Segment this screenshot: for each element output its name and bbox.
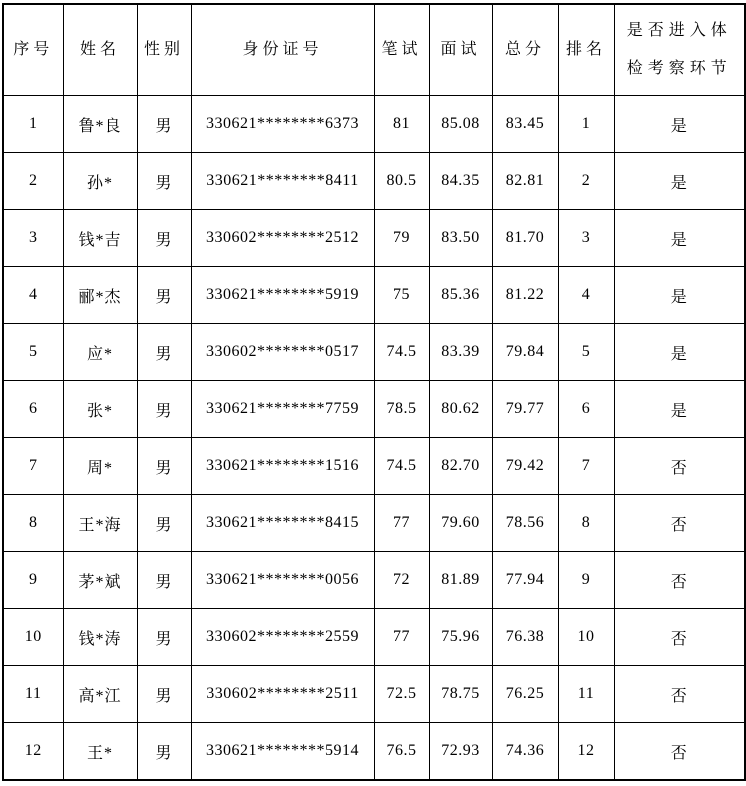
cell-gender: 男 — [137, 210, 191, 267]
cell-name: 王* — [63, 723, 137, 781]
cell-advance-status: 是 — [614, 381, 745, 438]
cell-index: 11 — [3, 666, 63, 723]
cell-rank: 10 — [558, 609, 614, 666]
cell-id-number: 330602********2512 — [191, 210, 374, 267]
header-advance-status-label: 是否进入体检考察环节 — [626, 22, 732, 77]
cell-gender: 男 — [137, 153, 191, 210]
header-index: 序号 — [3, 4, 63, 96]
cell-interview-score: 79.60 — [429, 495, 492, 552]
cell-index: 5 — [3, 324, 63, 381]
cell-advance-status: 是 — [614, 324, 745, 381]
cell-written-score: 72 — [374, 552, 429, 609]
cell-written-score: 74.5 — [374, 324, 429, 381]
cell-interview-score: 72.93 — [429, 723, 492, 781]
cell-interview-score: 80.62 — [429, 381, 492, 438]
cell-interview-score: 85.36 — [429, 267, 492, 324]
cell-written-score: 80.5 — [374, 153, 429, 210]
cell-interview-score: 82.70 — [429, 438, 492, 495]
cell-written-score: 77 — [374, 495, 429, 552]
header-rank: 排名 — [558, 4, 614, 96]
cell-total-score: 81.70 — [492, 210, 558, 267]
cell-rank: 1 — [558, 96, 614, 153]
table-row — [3, 438, 745, 495]
cell-index: 12 — [3, 723, 63, 781]
table-row — [3, 495, 745, 552]
cell-total-score: 78.56 — [492, 495, 558, 552]
cell-total-score: 74.36 — [492, 723, 558, 781]
cell-gender: 男 — [137, 609, 191, 666]
cell-advance-status: 是 — [614, 96, 745, 153]
cell-name: 孙* — [63, 153, 137, 210]
cell-name: 张* — [63, 381, 137, 438]
cell-written-score: 75 — [374, 267, 429, 324]
cell-interview-score: 75.96 — [429, 609, 492, 666]
table-row — [3, 153, 745, 210]
cell-index: 10 — [3, 609, 63, 666]
header-gender: 性别 — [137, 4, 191, 96]
header-name: 姓名 — [63, 4, 137, 96]
cell-gender: 男 — [137, 438, 191, 495]
cell-index: 1 — [3, 96, 63, 153]
cell-rank: 5 — [558, 324, 614, 381]
cell-index: 2 — [3, 153, 63, 210]
cell-id-number: 330621********1516 — [191, 438, 374, 495]
cell-written-score: 79 — [374, 210, 429, 267]
cell-advance-status: 否 — [614, 438, 745, 495]
cell-advance-status: 否 — [614, 666, 745, 723]
cell-total-score: 81.22 — [492, 267, 558, 324]
cell-total-score: 79.42 — [492, 438, 558, 495]
cell-name: 周* — [63, 438, 137, 495]
cell-name: 鲁*良 — [63, 96, 137, 153]
cell-name: 高*江 — [63, 666, 137, 723]
header-written-score: 笔试 — [374, 4, 429, 96]
cell-interview-score: 85.08 — [429, 96, 492, 153]
cell-gender: 男 — [137, 96, 191, 153]
table-row — [3, 381, 745, 438]
cell-gender: 男 — [137, 324, 191, 381]
cell-id-number: 330602********2559 — [191, 609, 374, 666]
cell-total-score: 79.84 — [492, 324, 558, 381]
cell-total-score: 76.25 — [492, 666, 558, 723]
cell-written-score: 81 — [374, 96, 429, 153]
cell-advance-status: 否 — [614, 723, 745, 781]
cell-gender: 男 — [137, 495, 191, 552]
cell-total-score: 82.81 — [492, 153, 558, 210]
cell-interview-score: 81.89 — [429, 552, 492, 609]
cell-index: 6 — [3, 381, 63, 438]
cell-rank: 3 — [558, 210, 614, 267]
table-row — [3, 96, 745, 153]
table-body — [3, 96, 745, 781]
cell-id-number: 330621********5914 — [191, 723, 374, 781]
cell-id-number: 330602********2511 — [191, 666, 374, 723]
cell-interview-score: 78.75 — [429, 666, 492, 723]
cell-total-score: 79.77 — [492, 381, 558, 438]
cell-id-number: 330621********6373 — [191, 96, 374, 153]
cell-interview-score: 84.35 — [429, 153, 492, 210]
table-row — [3, 324, 745, 381]
cell-total-score: 76.38 — [492, 609, 558, 666]
cell-id-number: 330621********8411 — [191, 153, 374, 210]
cell-gender: 男 — [137, 552, 191, 609]
cell-advance-status: 否 — [614, 552, 745, 609]
cell-id-number: 330621********5919 — [191, 267, 374, 324]
header-interview-score: 面试 — [429, 4, 492, 96]
cell-advance-status: 是 — [614, 267, 745, 324]
header-id-number: 身份证号 — [191, 4, 374, 96]
cell-rank: 7 — [558, 438, 614, 495]
cell-rank: 12 — [558, 723, 614, 781]
cell-advance-status: 是 — [614, 153, 745, 210]
header-advance-status — [614, 4, 745, 96]
cell-name: 应* — [63, 324, 137, 381]
cell-rank: 8 — [558, 495, 614, 552]
cell-rank: 6 — [558, 381, 614, 438]
cell-id-number: 330621********7759 — [191, 381, 374, 438]
table-row — [3, 666, 745, 723]
cell-advance-status: 是 — [614, 210, 745, 267]
cell-rank: 2 — [558, 153, 614, 210]
table-row — [3, 609, 745, 666]
cell-total-score: 77.94 — [492, 552, 558, 609]
cell-written-score: 76.5 — [374, 723, 429, 781]
cell-written-score: 74.5 — [374, 438, 429, 495]
cell-total-score: 83.45 — [492, 96, 558, 153]
cell-name: 茅*斌 — [63, 552, 137, 609]
cell-id-number: 330602********0517 — [191, 324, 374, 381]
header-row — [3, 4, 745, 96]
cell-index: 3 — [3, 210, 63, 267]
cell-index: 4 — [3, 267, 63, 324]
cell-rank: 4 — [558, 267, 614, 324]
cell-written-score: 72.5 — [374, 666, 429, 723]
cell-advance-status: 否 — [614, 495, 745, 552]
cell-gender: 男 — [137, 666, 191, 723]
cell-rank: 11 — [558, 666, 614, 723]
cell-index: 9 — [3, 552, 63, 609]
cell-name: 钱*涛 — [63, 609, 137, 666]
cell-name: 王*海 — [63, 495, 137, 552]
cell-index: 7 — [3, 438, 63, 495]
cell-written-score: 78.5 — [374, 381, 429, 438]
table-row — [3, 723, 745, 781]
cell-name: 郦*杰 — [63, 267, 137, 324]
table-row — [3, 552, 745, 609]
exam-results-table — [2, 3, 746, 781]
header-total-score: 总分 — [492, 4, 558, 96]
cell-rank: 9 — [558, 552, 614, 609]
cell-written-score: 77 — [374, 609, 429, 666]
cell-interview-score: 83.39 — [429, 324, 492, 381]
table-header — [3, 4, 745, 96]
cell-gender: 男 — [137, 267, 191, 324]
cell-id-number: 330621********0056 — [191, 552, 374, 609]
cell-gender: 男 — [137, 723, 191, 781]
cell-gender: 男 — [137, 381, 191, 438]
cell-interview-score: 83.50 — [429, 210, 492, 267]
table-row — [3, 210, 745, 267]
cell-advance-status: 否 — [614, 609, 745, 666]
table-row — [3, 267, 745, 324]
cell-id-number: 330621********8415 — [191, 495, 374, 552]
cell-index: 8 — [3, 495, 63, 552]
cell-name: 钱*吉 — [63, 210, 137, 267]
